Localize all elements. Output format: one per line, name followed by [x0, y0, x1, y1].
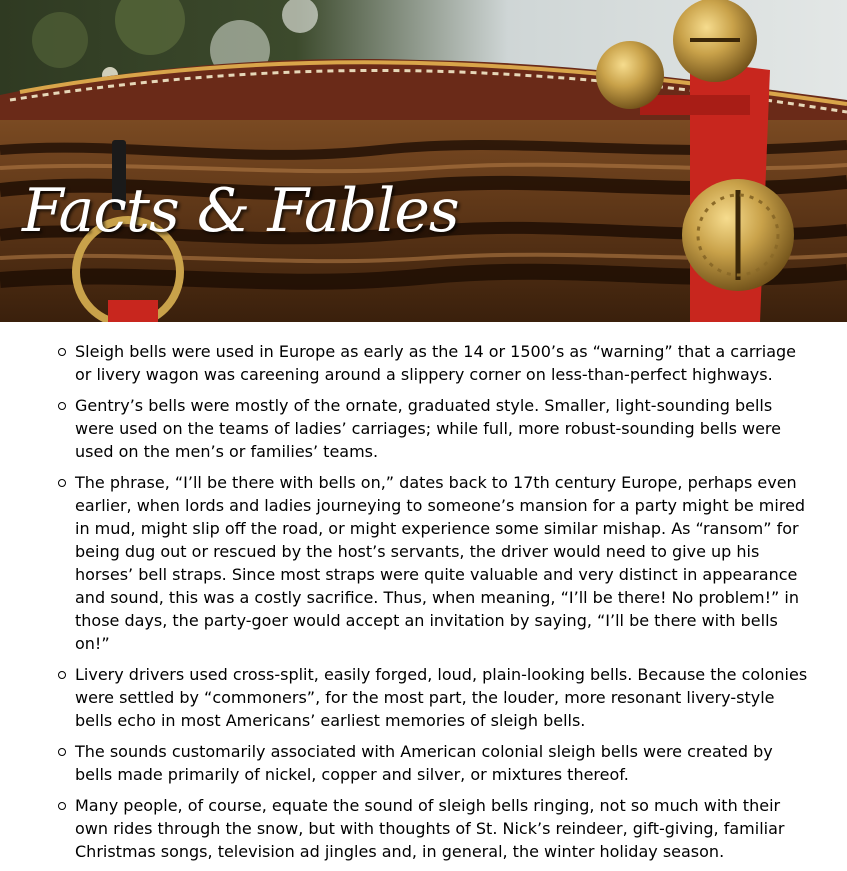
hero-banner: [0, 0, 847, 322]
facts-section: [0, 340, 847, 871]
fact-text: Sleigh bells were used in Europe as early as the 14 or 1500’s as “warning” that a carriage or livery wagon was careening around a slippery corner on less-than-perfect highways.: [75, 342, 796, 384]
list-item: [75, 740, 815, 786]
fact-text: Livery drivers used cross-split, easily forged, loud, plain-looking bells. Because the colonies were settled by “commoners”, for the most part, the louder, more resonant livery-style bells echo in most Americans’ earliest memories of sleigh bells.: [75, 665, 808, 730]
fact-text: Gentry’s bells were mostly of the ornate, graduated style. Smaller, light-sounding bells were used on the teams of ladies’ carriages; while full, more robust-sounding bells were used on the men’s or families’ teams.: [75, 396, 781, 461]
list-item: [75, 794, 815, 863]
circle-bullet-icon: [58, 479, 66, 487]
circle-bullet-icon: [58, 802, 66, 810]
facts-list: [0, 340, 815, 863]
list-item: [75, 471, 815, 655]
fact-text: Many people, of course, equate the sound of sleigh bells ringing, not so much with their own rides through the snow, but with thoughts of St. Nick’s reindeer, gift-giving, familiar Christmas songs, television ad jingles and, in general, the winter holiday season.: [75, 796, 785, 861]
page-title: Facts & Fables: [22, 176, 459, 246]
circle-bullet-icon: [58, 348, 66, 356]
sleigh-bells-photo: [0, 0, 847, 322]
fact-text: The phrase, “I’ll be there with bells on,” dates back to 17th century Europe, perhaps even earlier, when lords and ladies journeying to someone’s mansion for a party might be mired in mud, might slip off the road, or might experience some similar mishap. As “ransom” for being dug out or rescued by the host’s servants, the driver would need to give up his horses’ bell straps. Since most straps were quite valuable and very distinct in appearance and sound, this was a costly sacrifice. Thus, when meaning, “I’ll be there! No problem!” in those days, the party-goer would accept an invitation by saying, “I’ll be there with bells on!”: [75, 473, 806, 653]
list-item: [75, 340, 815, 386]
circle-bullet-icon: [58, 402, 66, 410]
circle-bullet-icon: [58, 748, 66, 756]
list-item: [75, 663, 815, 732]
circle-bullet-icon: [58, 671, 66, 679]
fact-text: The sounds customarily associated with American colonial sleigh bells were created by bells made primarily of nickel, copper and silver, or mixtures thereof.: [75, 742, 773, 784]
list-item: [75, 394, 815, 463]
